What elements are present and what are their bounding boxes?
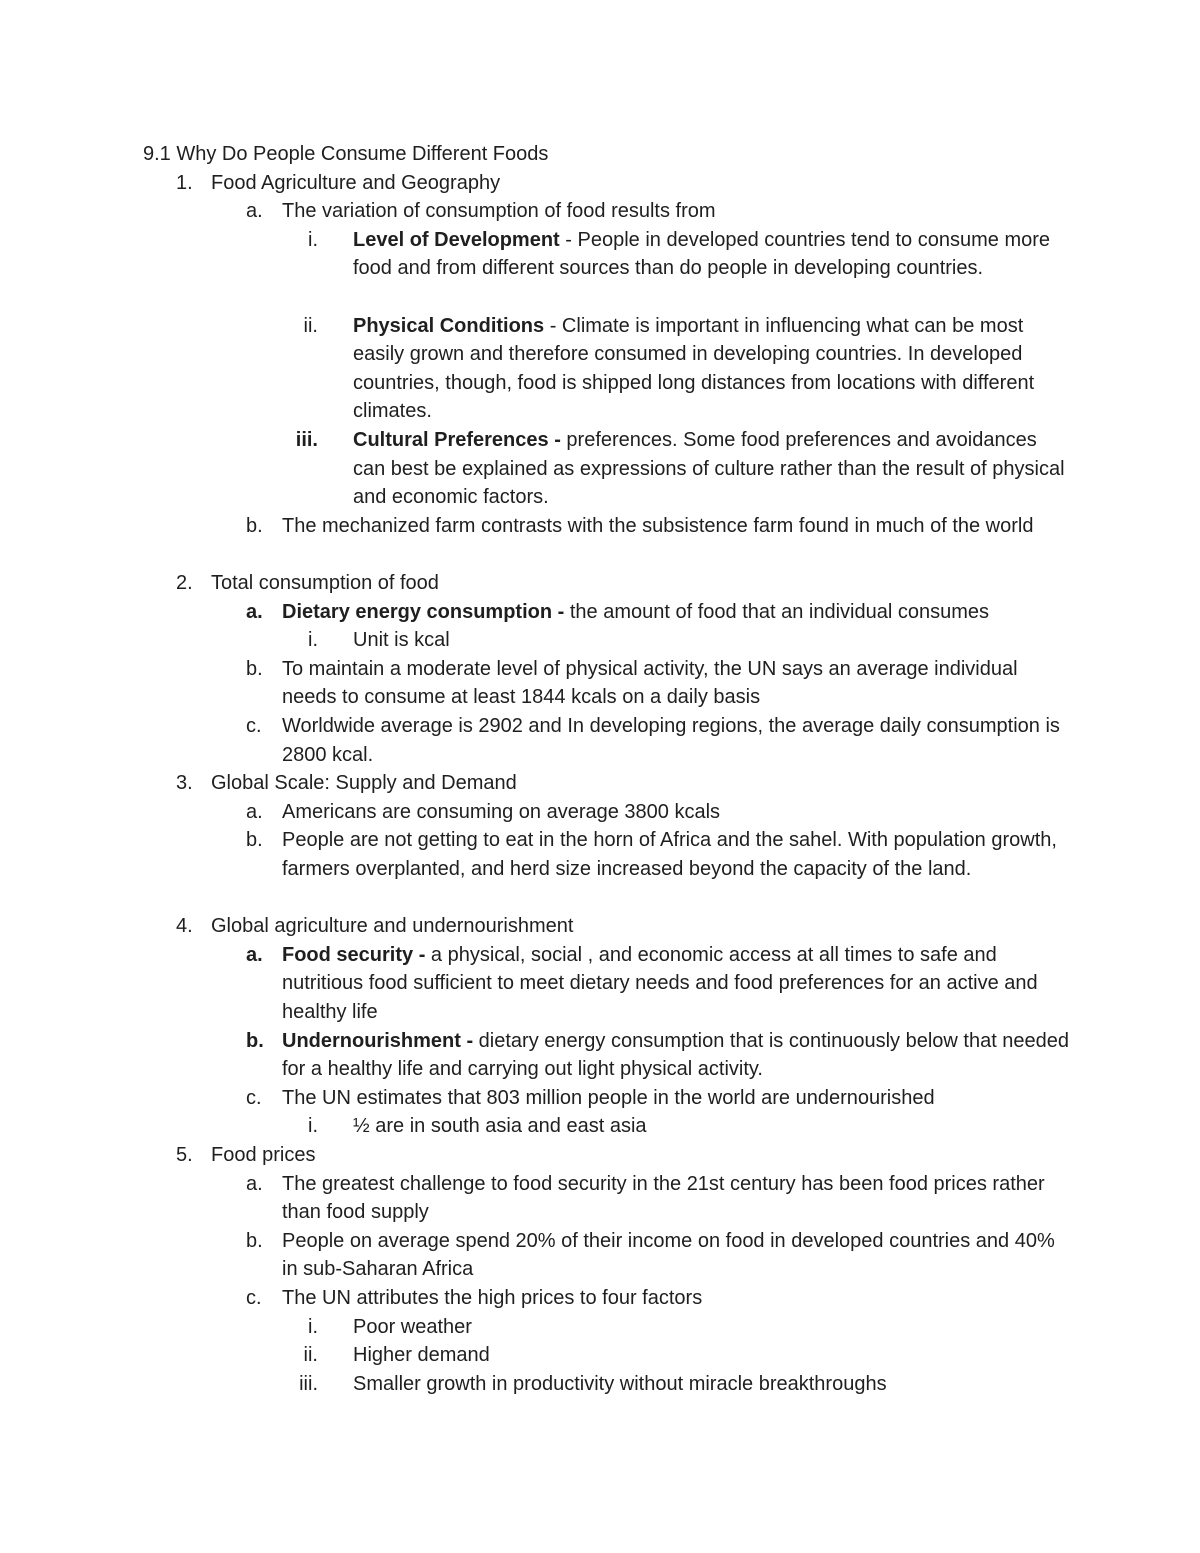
text-segment: The variation of consumption of food results from bbox=[282, 200, 716, 223]
term-label: Level of Development bbox=[353, 228, 560, 251]
list-marker: iii. bbox=[299, 1372, 318, 1395]
text-segment: The greatest challenge to food security in the 21st century has been food prices rather than food supply bbox=[282, 1172, 1045, 1224]
text-segment: People on average spend 20% of their income on food in developed countries and 40% in sub-Saharan Africa bbox=[282, 1229, 1055, 1281]
list-marker: a. bbox=[246, 1172, 263, 1195]
list-item-text bbox=[353, 1370, 1065, 1399]
list-marker: a. bbox=[246, 943, 263, 966]
text-segment: Americans are consuming on average 3800 kcals bbox=[282, 800, 721, 823]
list-item-text bbox=[353, 226, 1065, 283]
text-segment: Food prices bbox=[211, 1144, 316, 1166]
list-marker: 5. bbox=[176, 1144, 193, 1166]
text-segment: - People in developed countries tend to consume more food and from different sources than do people in developing countries. bbox=[353, 228, 1051, 280]
text-segment: The UN attributes the high prices to four factors bbox=[282, 1287, 703, 1309]
list-marker: a. bbox=[246, 200, 263, 223]
list-marker: a. bbox=[246, 800, 263, 823]
list-marker: b. bbox=[246, 829, 263, 852]
text-segment: Global agriculture and undernourishment bbox=[211, 915, 574, 938]
document-title: 9.1 Why Do People Consume Different Foods bbox=[143, 143, 549, 165]
list-marker: a. bbox=[246, 600, 263, 623]
list-marker: c. bbox=[246, 715, 262, 737]
term-label: Cultural Preferences - bbox=[353, 429, 567, 451]
list-item-text bbox=[282, 1284, 1072, 1313]
list-marker: b. bbox=[246, 657, 263, 680]
list-item-text bbox=[282, 826, 1072, 883]
list-item-text bbox=[282, 798, 1072, 827]
text-segment: Smaller growth in productivity without miracle breakthroughs bbox=[353, 1372, 887, 1395]
list-item-text bbox=[211, 1141, 1071, 1170]
list-item-text bbox=[282, 197, 1072, 226]
text-segment: Food Agriculture and Geography bbox=[211, 171, 501, 194]
text-segment: Higher demand bbox=[353, 1344, 490, 1367]
list-marker: b. bbox=[246, 1029, 264, 1052]
list-item-text bbox=[282, 598, 1072, 627]
text-segment: The mechanized farm contrasts with the subsistence farm found in much of the world bbox=[282, 514, 1034, 537]
list-item-text bbox=[353, 1112, 1065, 1141]
list-item-text bbox=[282, 712, 1072, 769]
text-segment: dietary energy consumption that is continuously below that needed for a healthy life and carrying out light physical activity. bbox=[282, 1029, 1070, 1081]
list-marker: ii. bbox=[303, 1344, 318, 1367]
list-marker: i. bbox=[308, 629, 318, 652]
list-item-text bbox=[282, 1027, 1072, 1084]
list-marker: c. bbox=[246, 1086, 262, 1109]
list-item-text bbox=[211, 169, 1071, 198]
text-segment: The UN estimates that 803 million people in the world are undernourished bbox=[282, 1086, 935, 1109]
list-marker: c. bbox=[246, 1287, 262, 1309]
text-segment: People are not getting to eat in the horn of Africa and the sahel. With population growth, farmers overplanted, and herd size increased beyond the capacity of the land. bbox=[282, 829, 1057, 880]
list-item-text bbox=[282, 941, 1072, 1027]
text-segment: preferences. Some food preferences and avoidances can best be explained as expressions of culture rather than the result of physical and economic factors. bbox=[353, 429, 1065, 509]
list-item-text bbox=[282, 1084, 1072, 1113]
text-segment: - Climate is important in influencing what can be most easily grown and therefore consumed in developing countries. In developed countries, though, food is shipped long distances from locations with different climates. bbox=[353, 314, 1035, 423]
list-item-text bbox=[353, 1341, 1065, 1370]
list-item-text bbox=[353, 312, 1065, 426]
list-marker: 2. bbox=[176, 572, 193, 594]
list-marker: 4. bbox=[176, 915, 193, 938]
text-segment: Worldwide average is 2902 and In developing regions, the average daily consumption is 2800 kcal. bbox=[282, 715, 1060, 766]
list-item-text bbox=[282, 512, 1072, 541]
list-item-text bbox=[211, 912, 1071, 941]
list-marker: i. bbox=[308, 1315, 318, 1338]
text-segment: Global Scale: Supply and Demand bbox=[211, 772, 517, 795]
list-marker: i. bbox=[308, 1115, 318, 1138]
text-segment: the amount of food that an individual consumes bbox=[569, 600, 990, 623]
term-label: Dietary energy consumption - bbox=[282, 600, 570, 623]
list-marker: iii. bbox=[295, 429, 318, 451]
list-item-text bbox=[282, 1227, 1072, 1284]
term-label: Food security - bbox=[282, 943, 431, 966]
list-marker: b. bbox=[246, 514, 263, 537]
text-segment: To maintain a moderate level of physical activity, the UN says an average individual needs to consume at least 1844 kcals on a daily basis bbox=[282, 657, 1018, 709]
list-item-text bbox=[282, 655, 1072, 712]
term-label: Undernourishment - bbox=[282, 1029, 479, 1052]
list-marker: i. bbox=[308, 228, 318, 251]
list-item-text bbox=[353, 1313, 1065, 1342]
list-item-text bbox=[211, 569, 1071, 598]
text-segment: Total consumption of food bbox=[211, 572, 439, 594]
list-item-text bbox=[353, 426, 1065, 512]
list-item-text bbox=[353, 626, 1065, 655]
list-item-text bbox=[211, 769, 1071, 798]
list-marker: b. bbox=[246, 1229, 263, 1252]
list-marker: ii. bbox=[303, 314, 318, 337]
list-marker: 3. bbox=[176, 772, 193, 795]
text-segment: Unit is kcal bbox=[353, 629, 450, 652]
list-item-text bbox=[282, 1170, 1072, 1227]
text-segment: ½ are in south asia and east asia bbox=[353, 1115, 647, 1138]
text-segment: Poor weather bbox=[353, 1315, 472, 1338]
text-segment: a physical, social , and economic access at all times to safe and nutritious food sufficient to meet dietary needs and food preferences for an active and healthy life bbox=[282, 943, 1038, 1023]
list-marker: 1. bbox=[176, 171, 193, 194]
term-label: Physical Conditions bbox=[353, 314, 545, 337]
